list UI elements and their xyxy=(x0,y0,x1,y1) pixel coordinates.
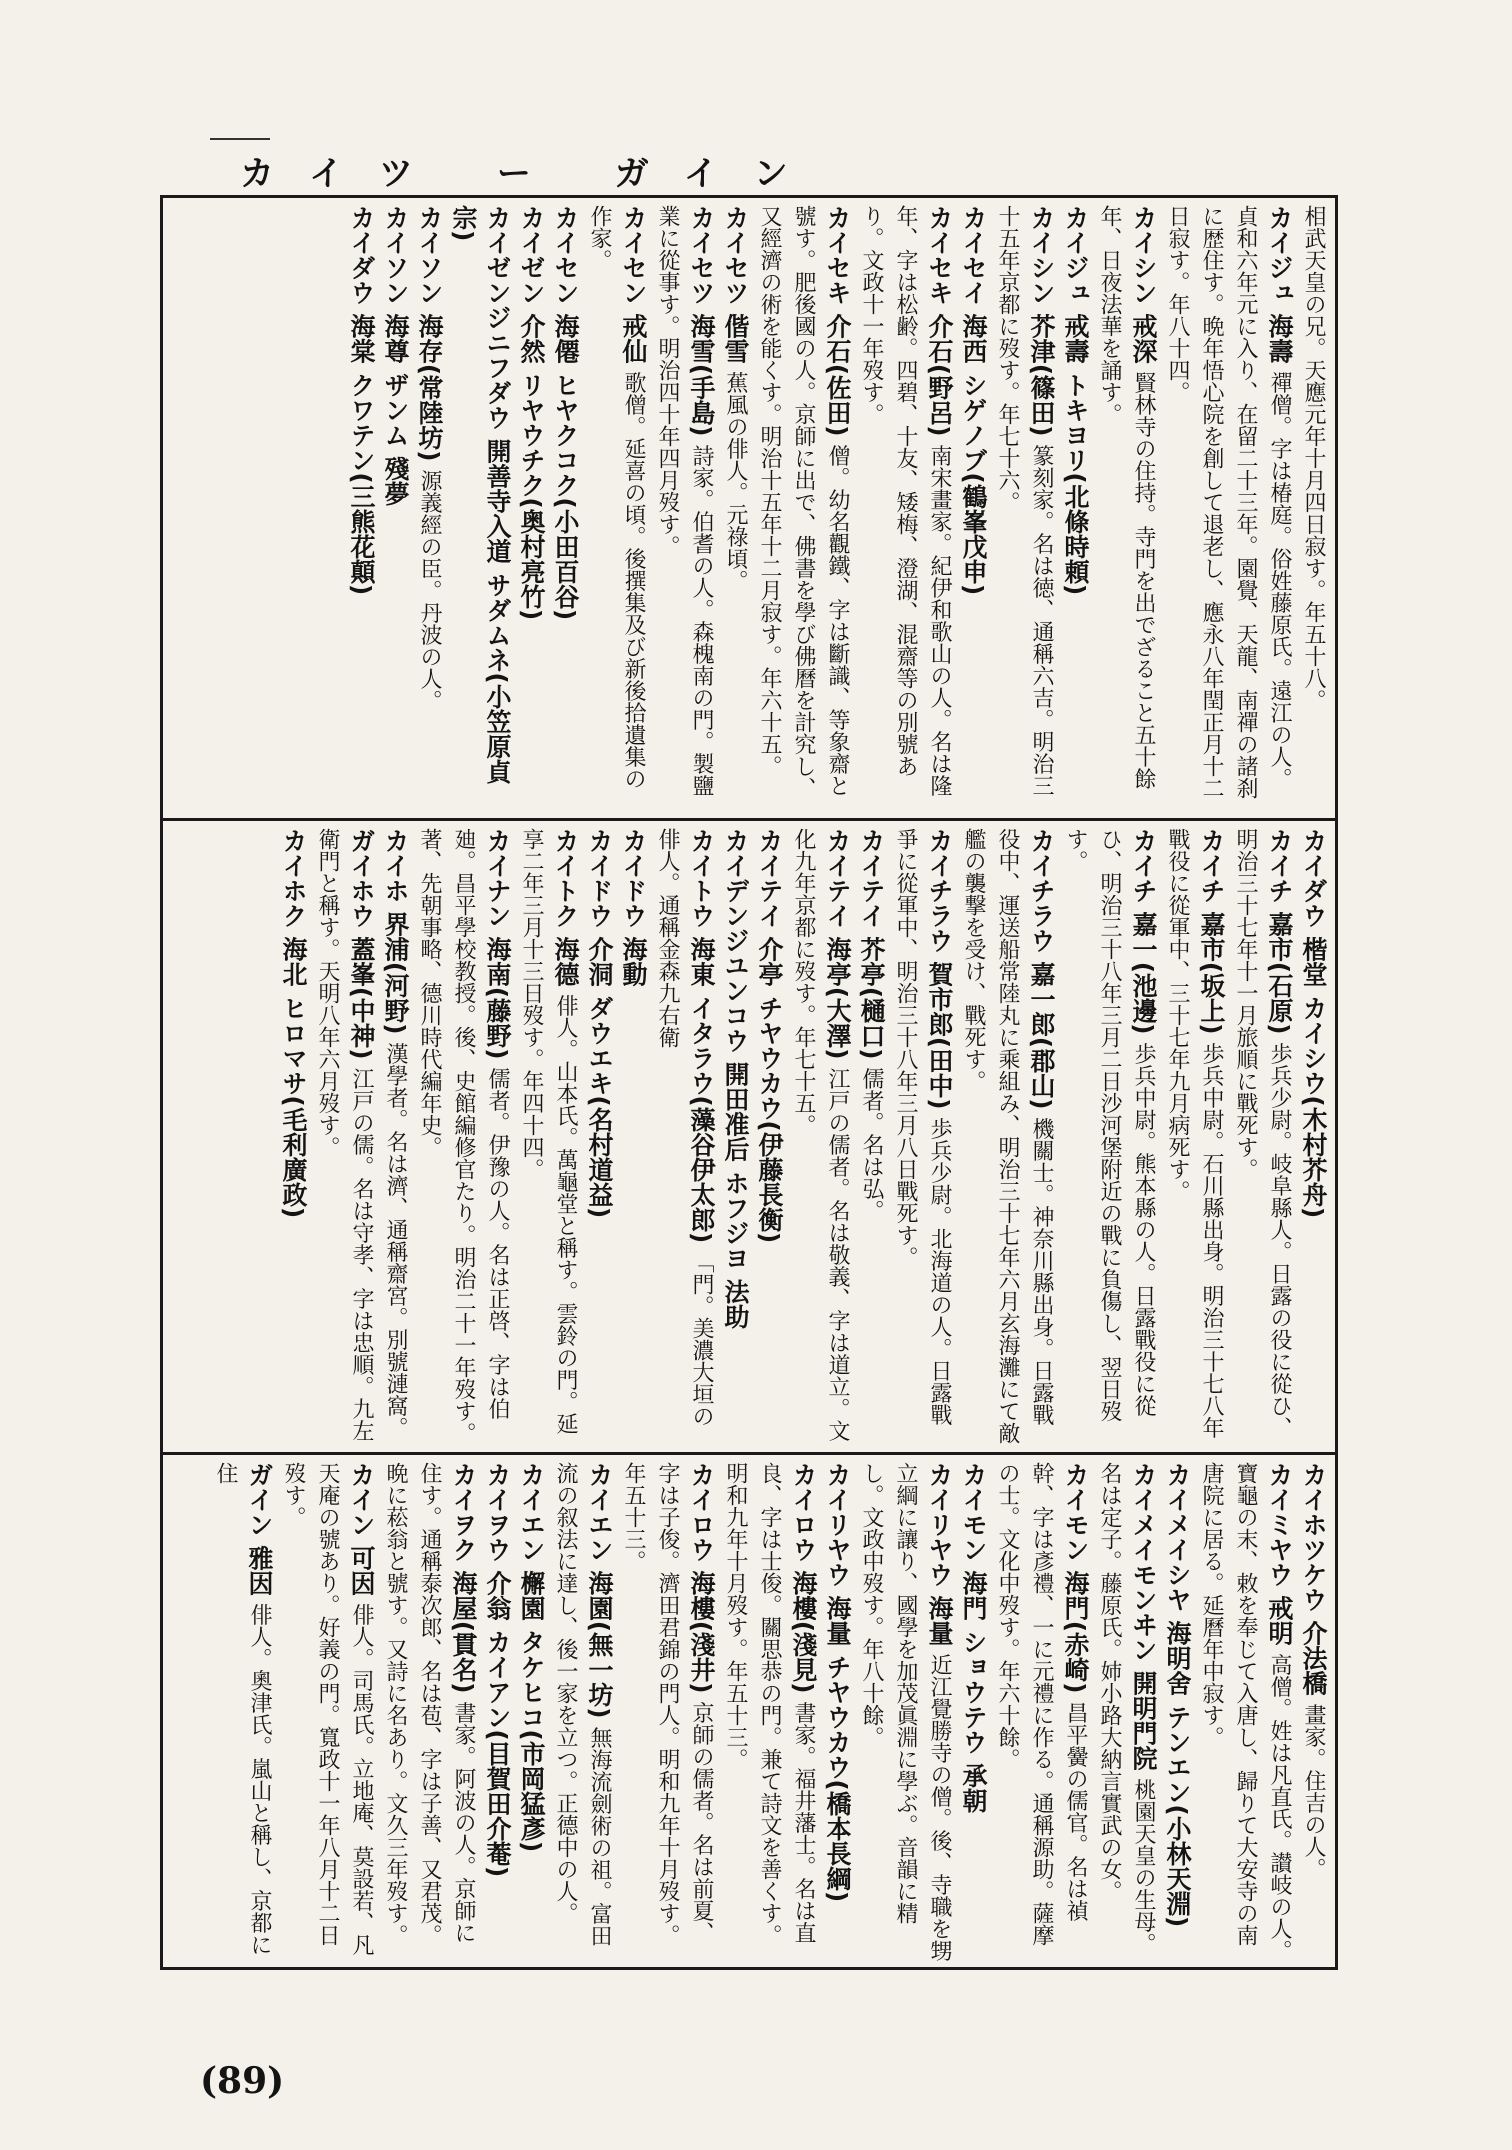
dictionary-entry xyxy=(650,205,718,810)
dictionary-entry xyxy=(412,828,514,1444)
dictionary-entry xyxy=(378,205,412,810)
entry-heading: カイゼン 介然 リヤウチク(奥村亮竹) xyxy=(517,205,546,621)
dictionary-entry xyxy=(1160,828,1228,1444)
entry-heading: カイエン 檞園 タケヒコ(市岡猛彥) xyxy=(517,1462,546,1853)
dictionary-entry xyxy=(854,205,956,810)
entry-text: 儒者。名は弘。 xyxy=(859,1067,884,1222)
dictionary-entry xyxy=(514,205,548,810)
dictionary-entry xyxy=(344,205,378,810)
entry-heading: カイドウ 介洞 ダウエキ(名村道益) xyxy=(585,828,614,1219)
dictionary-entry xyxy=(1058,205,1092,810)
entry-heading: カイミヤウ 戒明 xyxy=(1265,1462,1294,1646)
entry-text: 「門。美濃大垣の俳人。通稱金森九右衛 xyxy=(655,828,714,1428)
entry-text: 禪僧。字は椿庭。俗姓藤原氏。遠江の人。貞和六年元に入り、在留二十三年。園覺、天龍、南禪の諸刹に歴住す。晩年悟心院を創して退老し、應永八年閏正月十二日寂す。年八十四。 xyxy=(1165,205,1292,799)
entry-heading: カイシン 戒深 xyxy=(1129,205,1158,364)
entry-text: 俳人。奧津氏。嵐山と稱し、京都に住 xyxy=(213,1462,272,1956)
entry-text: 俳人。司馬氏。立地庵、莫設若、凡天庵の號あり。好義の門。寬政十一年八月十二日歿す。 xyxy=(281,1462,374,1956)
dictionary-entry xyxy=(548,205,582,810)
section-divider xyxy=(160,818,1338,821)
entry-heading: カイホク 海北 ヒロマサ(毛利廣政) xyxy=(279,828,308,1219)
entry-text: 江戸の儒者。名は敬義、字は道立。文化九年京都に歿す。年七十五。 xyxy=(791,828,850,1442)
entry-text: 近江覺勝寺の僧。後、寺職を甥立綱に讓り、國學を加茂眞淵に學ぶ。音韻に精し。文政中歿す。年八十餘。 xyxy=(859,1462,952,1962)
entry-text: 詩家。伯耆の人。森槐南の門。製鹽業に從事す。明治四十年四月歿す。 xyxy=(655,205,714,797)
entry-heading: カイチラウ 嘉一郎(郡山) xyxy=(1027,828,1056,1110)
header-title: カイツ ー ガイン xyxy=(240,154,824,194)
entry-heading: カイドウ 海動 xyxy=(619,828,648,987)
dictionary-entry xyxy=(412,205,446,810)
dictionary-entry xyxy=(1160,205,1296,810)
dictionary-section-bottom xyxy=(170,1462,1330,1962)
dictionary-entry xyxy=(1228,828,1296,1444)
entry-text: 相武天皇の兄。天應元年十月四日寂す。年五十八。 xyxy=(1301,205,1326,711)
entry-heading: カイジュ 戒壽 トキヨリ(北條時頼) xyxy=(1061,205,1090,596)
dictionary-entry xyxy=(752,205,854,810)
entry-text: 歩兵少尉。北海道の人。日露戰爭に從軍中、明治三十八年三月八日戰死す。 xyxy=(893,828,952,1426)
dictionary-entry xyxy=(276,828,310,1444)
dictionary-entry xyxy=(616,1462,718,1962)
entry-heading: カイセキ 介石(野呂) xyxy=(925,205,954,437)
entry-heading: カイロウ 海樓(淺見) xyxy=(789,1462,818,1694)
dictionary-entry xyxy=(514,828,582,1444)
dictionary-entry xyxy=(650,828,718,1444)
entry-heading: ガイン 雅因 xyxy=(245,1462,274,1596)
entry-heading: カイン 可因 xyxy=(347,1462,376,1596)
entry-text: 歩兵中尉。石川縣出身。明治三十七八年戰役に從軍中、三十七年九月病死す。 xyxy=(1165,828,1224,1439)
entry-text: 僧。幼名觀鐵、字は斷識、等象齋と號す。肥後國の人。京師に出で、佛書を學び佛曆を計究し、又經濟の術を能くす。明治十五年十二月寂す。年六十五。 xyxy=(757,205,850,799)
entry-heading: カイジュ 海壽 xyxy=(1265,205,1294,364)
entry-text: 賢林寺の住持。寺門を出でざること五十餘年、日夜法華を誦す。 xyxy=(1097,205,1156,790)
dictionary-section-top xyxy=(170,205,1330,810)
dictionary-entry xyxy=(854,828,888,1444)
dictionary-entry xyxy=(1296,205,1330,810)
entry-heading: カイモン 海門 ショウテウ 承朝 xyxy=(959,1462,988,1814)
dictionary-entry xyxy=(208,1462,276,1962)
entry-heading: カイダウ 海棠 クワテン(三熊花顛) xyxy=(347,205,376,596)
dictionary-entry xyxy=(616,828,650,1444)
dictionary-entry xyxy=(378,1462,480,1962)
page-number: (89) xyxy=(200,2060,285,2102)
entry-text: 蕉風の俳人。元祿頃。 xyxy=(723,371,748,592)
entry-heading: カイセツ 海雪(手島) xyxy=(687,205,716,437)
entry-text: 畫家。住吉の人。 xyxy=(1301,1703,1326,1880)
entry-text: 書家。福井藩士。名は直良、字は士俊。關思恭の門。兼て詩文を善くす。明和九年十月歿す。年五十三。 xyxy=(723,1462,816,1946)
entry-heading: カイソン 海尊 ザンム 殘夢 xyxy=(381,205,410,507)
entry-heading: カイチ 嘉一(池邊) xyxy=(1129,828,1158,1035)
entry-heading: カイトク 海德 xyxy=(551,828,580,987)
entry-text: 源義經の臣。丹波の人。 xyxy=(417,469,442,712)
entry-text: 俳人。山本氏。萬龜堂と稱す。雲鈴の門。延享二年三月十三日歿す。年四十四。 xyxy=(519,828,578,1435)
entry-heading: カイモン 海門(赤崎) xyxy=(1061,1462,1090,1694)
entry-text: 書家。阿波の人。京師に住す。通稱泰次郎、名は苞、字は子善、又君茂。晩に菘翁と號す。又詩に名あり。文久三年歿す。 xyxy=(383,1462,476,1946)
entry-text: 篆刻家。名は徳、通稱六吉。明治三十五年京都に歿す。年七十六。 xyxy=(995,205,1054,797)
dictionary-entry xyxy=(1160,1462,1194,1962)
dictionary-entry xyxy=(956,1462,990,1962)
entry-text: 歩兵中尉。熊本縣の人。日露戰役に從ひ、明治三十八年三月二日沙河堡附近の戰に負傷し、翌日歿す。 xyxy=(1063,828,1156,1422)
entry-heading: カイソン 海存(常陸坊) xyxy=(415,205,444,462)
entry-heading: カイホツケウ 介法橋 xyxy=(1299,1462,1328,1696)
entry-heading: カイチラウ 賀市郎(田中) xyxy=(925,828,954,1110)
entry-heading: カイリヤウ 海量 xyxy=(925,1462,954,1646)
entry-heading: カイヲウ 介翁 カイアン(目賀田介菴) xyxy=(483,1462,512,1878)
dictionary-entry xyxy=(1194,1462,1296,1962)
dictionary-entry xyxy=(990,1462,1092,1962)
entry-heading: カイロウ 海樓(淺井) xyxy=(687,1462,716,1694)
dictionary-entry xyxy=(990,205,1058,810)
dictionary-entry xyxy=(820,1462,854,1962)
entry-heading: カイリヤウ 海量 チヤウカウ(橋本長綱) xyxy=(823,1462,852,1903)
entry-heading: カイホ 界浦(河野) xyxy=(381,828,410,1035)
entry-text: 昌平黌の儒官。名は禎幹、字は彥禮、一に元禮に作る。通稱源助。薩摩の士。文化中歿す。年六十餘。 xyxy=(995,1462,1088,1946)
dictionary-entry xyxy=(1092,205,1160,810)
dictionary-entry xyxy=(1092,1462,1160,1962)
entry-text: 桃園天皇の生母。名は定子。藤原氏。姉小路大納言實武の女。 xyxy=(1097,1462,1156,1955)
entry-text: 江戸の儒。名は守孝、字は忠順。九左衛門と稱す。天明八年六月歿す。 xyxy=(315,828,374,1442)
entry-heading: カイデンジユンコウ 開田准后 ホフジヨ 法助 xyxy=(721,828,750,1330)
entry-heading: ガイホウ 蓋峯(中神) xyxy=(347,828,376,1060)
entry-heading: カイセイ 海西 シゲノブ(鶴峯戊申) xyxy=(959,205,988,596)
entry-text: 歩兵少尉。岐阜縣人。日露の役に從ひ、明治三十七年十一月旅順に戰死す。 xyxy=(1233,828,1292,1439)
entry-heading: カイヲク 海屋(貫名) xyxy=(449,1462,478,1694)
entry-text: 儒者。伊豫の人。名は正啓、字は伯廸。昌平學校教授。後、史館編修官たり。明治二十一年歿す。著、先朝事略、德川時代編年史。 xyxy=(417,828,510,1444)
dictionary-entry xyxy=(480,1462,514,1962)
dictionary-entry xyxy=(378,828,412,1444)
dictionary-entry xyxy=(582,828,616,1444)
entry-heading: カイダウ 楷堂 カイシウ(木村芥舟) xyxy=(1299,828,1328,1219)
entry-heading: カイテイ 介亭 チヤウカウ(伊藤長衡) xyxy=(755,828,784,1244)
entry-text: 漢學者。名は濟、通稱齋宮。別號漣窩。 xyxy=(383,1042,408,1439)
entry-heading: カイトウ 海東 イタラウ(藻谷伊太郎) xyxy=(687,828,716,1244)
entry-heading: カイチ 嘉市(石原) xyxy=(1265,828,1294,1035)
dictionary-entry xyxy=(1296,828,1330,1444)
entry-heading: カイゼンジニフダウ 開善寺入道 サダムネ(小笠原貞宗) xyxy=(449,205,512,784)
entry-text: 無海流劍術の祖。富田流の叙法に達し、後一家を立つ。正德中の人。 xyxy=(553,1462,612,1947)
entry-text: 京師の儒者。名は前夏、字は子俊。濟田君錦の門人。明和九年十月歿す。年五十三。 xyxy=(621,1462,714,1946)
entry-heading: カイセツ 偕雪 xyxy=(721,205,750,364)
dictionary-entry xyxy=(582,205,650,810)
dictionary-entry xyxy=(1296,1462,1330,1962)
header-rule xyxy=(210,138,270,140)
entry-heading: カイテイ 芥亭(樋口) xyxy=(857,828,886,1060)
dictionary-entry xyxy=(310,828,378,1444)
dictionary-entry xyxy=(718,205,752,810)
dictionary-entry xyxy=(752,828,786,1444)
dictionary-entry xyxy=(956,205,990,810)
entry-heading: カイテイ 海亭(大澤) xyxy=(823,828,852,1060)
entry-text: 機關士。神奈川縣出身。日露戰役中、運送船常陸丸に乘組み、明治三十七年六月玄海灘にて敵艦の襲撃を受け、戰死す。 xyxy=(961,828,1054,1444)
dictionary-entry xyxy=(888,828,956,1444)
dictionary-entry xyxy=(786,828,854,1444)
page-header xyxy=(210,138,1360,194)
dictionary-section-middle xyxy=(170,828,1330,1444)
dictionary-entry xyxy=(276,1462,378,1962)
dictionary-entry xyxy=(514,1462,548,1962)
entry-heading: カイセン 戒仙 xyxy=(619,205,648,364)
dictionary-entry xyxy=(718,1462,820,1962)
entry-heading: カイセキ 介石(佐田) xyxy=(823,205,852,437)
dictionary-entry xyxy=(956,828,1058,1444)
dictionary-entry xyxy=(446,205,514,810)
dictionary-entry xyxy=(718,828,752,1444)
section-divider xyxy=(160,1452,1338,1455)
dictionary-entry xyxy=(548,1462,616,1962)
entry-heading: カイメイシヤ 海明舍 テンエン(小林天淵) xyxy=(1163,1462,1192,1928)
entry-heading: カイセン 海僊 ヒヤクコク(小田百谷) xyxy=(551,205,580,621)
entry-heading: カイチ 嘉市(坂上) xyxy=(1197,828,1226,1035)
entry-text: 歌僧。延喜の頃。後撰集及び新後拾遺集の作家。 xyxy=(587,205,646,790)
entry-text: 高僧。姓は凡直氏。讃岐の人。寶龜の末、敕を奉じて入唐し、歸りて大安寺の南唐院に居る。延曆年中寂す。 xyxy=(1199,1462,1292,1962)
dictionary-entry xyxy=(854,1462,956,1962)
entry-heading: カイメイモンヰン 開明門院 xyxy=(1129,1462,1158,1771)
dictionary-entry xyxy=(1058,828,1160,1444)
entry-text: 南宋畫家。紀伊和歌山の人。名は隆年、字は松齢。四碧、十友、矮梅、澄湖、混齋等の別號あり。文政十一年歿す。 xyxy=(859,205,952,797)
entry-heading: カイシン 芥津(篠田) xyxy=(1027,205,1056,437)
entry-heading: カイエン 海園(無一坊) xyxy=(585,1462,614,1719)
entry-heading: カイナン 海南(藤野) xyxy=(483,828,512,1060)
